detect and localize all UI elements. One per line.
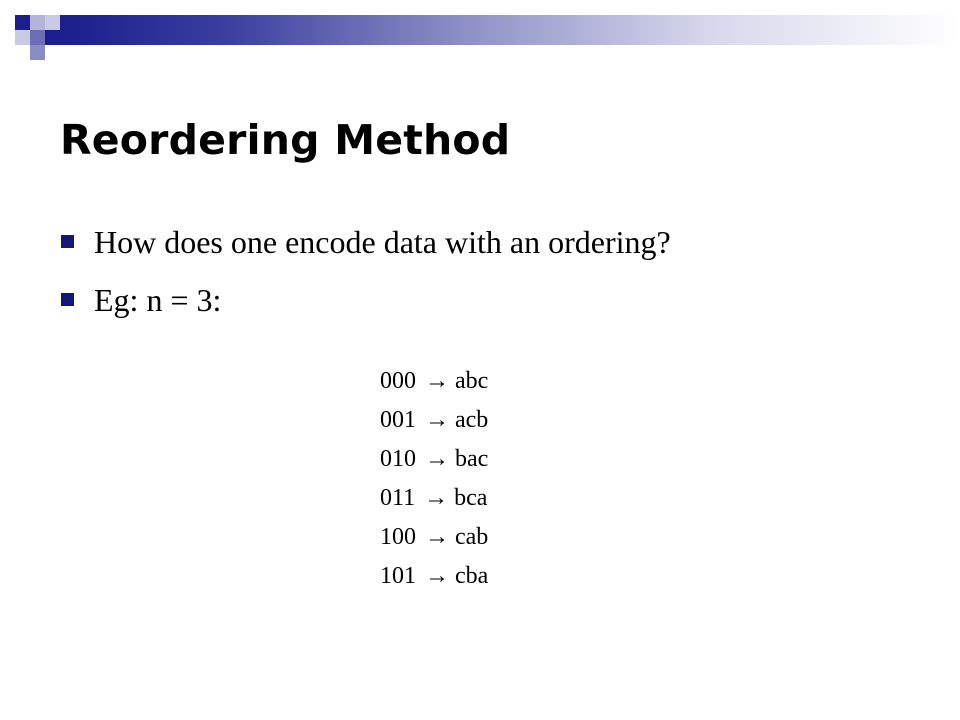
encoding-row — [380, 557, 488, 596]
square-bullet-icon — [61, 235, 74, 248]
binary-code: 010 — [380, 446, 416, 472]
bullet-text: Eg: n = 3: — [94, 282, 222, 318]
binary-code: 100 — [380, 524, 416, 550]
decor-square-mid — [30, 30, 45, 45]
bullet-item — [60, 276, 671, 334]
bullet-item — [60, 218, 671, 276]
bullet-list — [60, 218, 671, 334]
permutation: acb — [455, 407, 489, 433]
right-arrow-icon: → — [425, 524, 449, 550]
encoding-row — [380, 479, 488, 518]
header-decoration — [0, 0, 960, 60]
decor-square-light — [30, 15, 45, 30]
binary-code: 001 — [380, 407, 416, 433]
binary-code: 000 — [380, 368, 416, 394]
slide-title: Reordering Method — [60, 116, 511, 164]
square-bullet-icon — [61, 293, 74, 306]
permutation: bca — [454, 485, 488, 511]
header-gradient-bar — [60, 15, 960, 45]
binary-code: 101 — [380, 563, 416, 589]
right-arrow-icon: → — [425, 407, 449, 433]
decor-square-light — [45, 15, 60, 30]
binary-code: 011 — [380, 485, 416, 511]
permutation: bac — [455, 446, 489, 472]
encoding-row — [380, 401, 488, 440]
permutation: cba — [455, 563, 489, 589]
encoding-table — [380, 362, 488, 596]
decor-square-dark — [15, 15, 30, 30]
right-arrow-icon: → — [425, 446, 449, 472]
decor-square-dark — [45, 30, 60, 45]
right-arrow-icon: → — [425, 368, 449, 394]
permutation: cab — [455, 524, 489, 550]
encoding-row — [380, 518, 488, 557]
bullet-text: How does one encode data with an ordering? — [94, 224, 671, 260]
right-arrow-icon: → — [424, 485, 449, 511]
encoding-row — [380, 440, 488, 479]
permutation: abc — [455, 368, 489, 394]
encoding-row — [380, 362, 488, 401]
decor-square-light — [15, 30, 30, 45]
right-arrow-icon: → — [425, 563, 449, 589]
decor-square-mid — [30, 45, 45, 60]
